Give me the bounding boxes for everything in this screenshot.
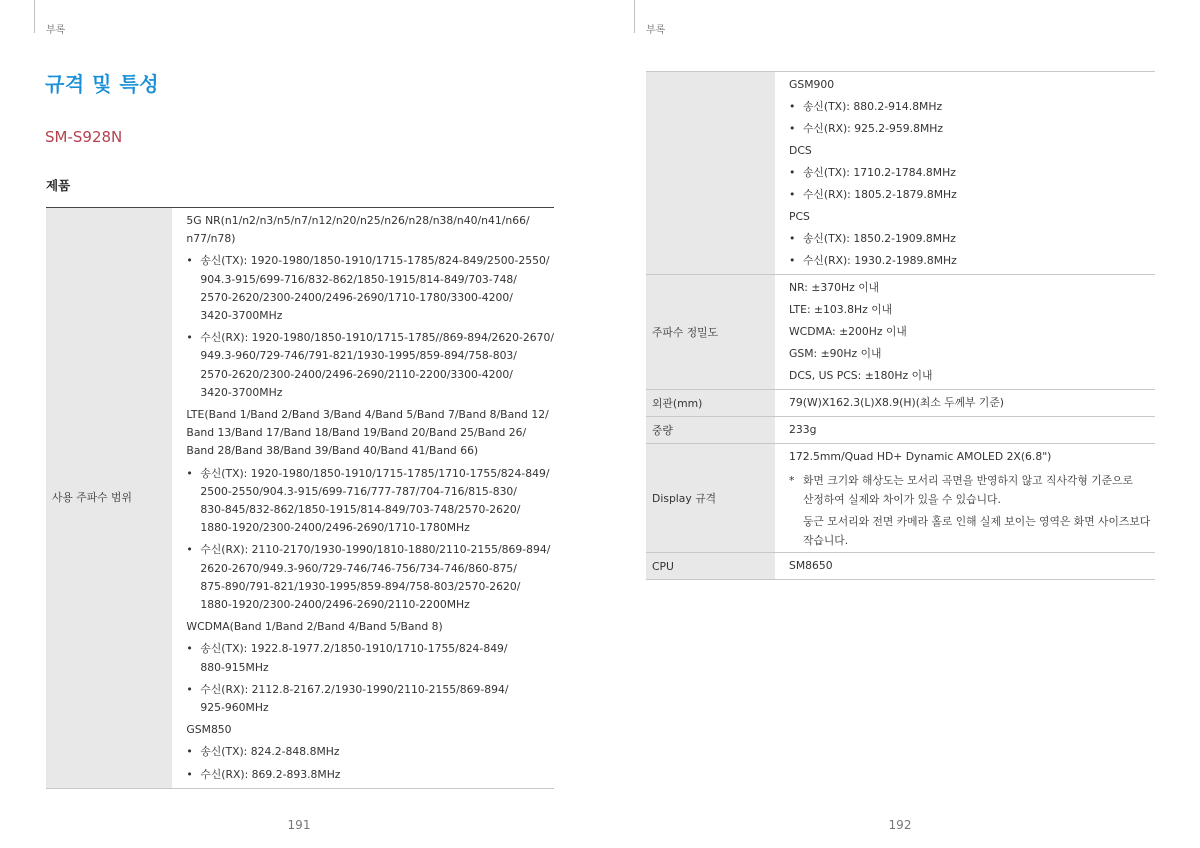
row-value	[775, 444, 1155, 553]
note-mark: *	[789, 474, 795, 487]
bullet-text: 송신(TX): 1920-1980/1850-1910/1715-1785/824-849/2500-2550/	[200, 254, 550, 268]
value-line: WCDMA(Band 1/Band 2/Band 4/Band 5/Band 8)	[186, 620, 443, 634]
value-line: DCS, US PCS: ±180Hz 이내	[789, 369, 933, 382]
table-row	[646, 553, 1155, 580]
page-number: 191	[287, 818, 311, 832]
table-row	[46, 208, 554, 789]
bullet-text: 송신(TX): 880.2-914.8MHz	[803, 100, 943, 113]
bullet-mark: •	[789, 122, 796, 135]
page-number: 192	[888, 818, 912, 832]
note-item	[789, 471, 1155, 490]
bullet-mark: •	[186, 466, 193, 480]
bullet-mark: •	[789, 254, 796, 267]
value-line: WCDMA: ±200Hz 이내	[789, 325, 907, 338]
value-line: n77/n78)	[186, 232, 236, 246]
value-line: 5G NR(n1/n2/n3/n5/n7/n12/n20/n25/n26/n28/n38/n40/n41/n66/	[186, 214, 530, 227]
table-row	[646, 72, 1155, 275]
bullet-continuation: 3420-3700MHz	[200, 385, 283, 399]
bullet-text: 수신(RX): 1930.2-1989.8MHz	[803, 254, 957, 267]
bullet-text: 수신(RX): 1920-1980/1850-1910/1715-1785//869-894/2620-2670/	[200, 331, 554, 345]
value-line: Band 28/Band 38/Band 39/Band 40/Band 41/Band 66)	[186, 444, 479, 458]
bullet-text: 수신(RX): 2110-2170/1930-1990/1810-1880/2110-2155/869-894/	[200, 543, 551, 557]
value-line: DCS	[789, 144, 812, 157]
bullet-mark: •	[186, 543, 193, 557]
row-value	[775, 72, 1155, 275]
value-line: PCS	[789, 210, 810, 223]
bullet-item	[186, 743, 554, 761]
row-label: 외관(mm)	[646, 390, 775, 417]
bullet-continuation: 904.3-915/699-716/832-862/1850-1915/814-849/703-748/	[200, 272, 517, 286]
value-line: GSM850	[186, 723, 232, 737]
bullet-item	[186, 465, 554, 483]
bullet-item	[186, 681, 554, 699]
row-value	[172, 208, 554, 789]
bullet-item	[789, 184, 1155, 206]
table-row	[646, 275, 1155, 390]
bullet-continuation: 949.3-960/729-746/791-821/1930-1995/859-894/758-803/	[200, 349, 517, 363]
bullet-text: 송신(TX): 824.2-848.8MHz	[200, 745, 340, 759]
row-label	[646, 72, 775, 275]
bullet-text: 송신(TX): 1922.8-1977.2/1850-1910/1710-1755/824-849/	[200, 642, 508, 656]
value-line: SM8650	[789, 559, 833, 572]
bullet-item	[789, 228, 1155, 250]
bullet-continuation: 2620-2670/949.3-960/729-746/746-756/734-746/860-875/	[200, 561, 517, 575]
bullet-mark: •	[186, 682, 193, 696]
page-title: 규격 및 특성	[45, 72, 160, 96]
row-label: 중량	[646, 417, 775, 444]
value-line: GSM: ±90Hz 이내	[789, 347, 882, 360]
spec-table-frequency	[46, 207, 554, 789]
row-value	[775, 390, 1155, 417]
bullet-mark: •	[789, 232, 796, 245]
bullet-mark: •	[789, 188, 796, 201]
row-label: Display 규격	[646, 444, 775, 553]
value-line: 172.5mm/Quad HD+ Dynamic AMOLED 2X(6.8")	[789, 450, 1052, 463]
model-name: SM-S928N	[45, 128, 123, 146]
row-label: CPU	[646, 553, 775, 580]
bullet-item	[789, 118, 1155, 140]
bullet-text: 수신(RX): 1805.2-1879.8MHz	[803, 188, 957, 201]
note-text: 화면 크기와 해상도는 모서리 곡면을 반영하지 않고 직사각형 기준으로	[803, 474, 1133, 487]
bullet-continuation: 2570-2620/2300-2400/2496-2690/1710-1780/3300-4200/	[200, 290, 513, 304]
bullet-text: 수신(RX): 925.2-959.8MHz	[803, 122, 944, 135]
subheading-product: 제품	[46, 178, 71, 193]
bullet-mark: •	[186, 767, 193, 781]
table-row	[646, 417, 1155, 444]
value-line: 233g	[789, 423, 817, 436]
note-continuation: 산정하여 실제와 차이가 있을 수 있습니다.	[803, 493, 1001, 506]
value-line: LTE: ±103.8Hz 이내	[789, 303, 893, 316]
bullet-text: 수신(RX): 869.2-893.8MHz	[200, 767, 341, 781]
bullet-continuation: 1880-1920/2300-2400/2496-2690/2110-2200MHz	[200, 597, 470, 611]
section-label: 부록	[46, 25, 66, 36]
bullet-text: 송신(TX): 1850.2-1909.8MHz	[803, 232, 956, 245]
row-value	[775, 553, 1155, 580]
bullet-continuation: 830-845/832-862/1850-1915/814-849/703-748/2570-2620/	[200, 502, 521, 516]
bullet-text: 수신(RX): 2112.8-2167.2/1930-1990/2110-2155/869-894/	[200, 682, 509, 696]
bullet-mark: •	[789, 166, 796, 179]
bullet-mark: •	[186, 745, 193, 759]
table-row	[646, 390, 1155, 417]
bullet-item	[186, 640, 554, 658]
bullet-continuation: 875-890/791-821/1930-1995/859-894/758-803/2570-2620/	[200, 579, 521, 593]
page-edge-rule	[634, 0, 635, 33]
row-value	[775, 417, 1155, 444]
value-line: GSM900	[789, 78, 835, 91]
bullet-item	[789, 162, 1155, 184]
bullet-mark: •	[789, 100, 796, 113]
bullet-continuation: 880-915MHz	[200, 660, 269, 674]
bullet-item	[186, 252, 554, 270]
bullet-item	[186, 766, 554, 784]
table-row	[646, 444, 1155, 553]
bullet-continuation: 2500-2550/904.3-915/699-716/777-787/704-716/815-830/	[200, 484, 517, 498]
value-line: LTE(Band 1/Band 2/Band 3/Band 4/Band 5/Band 7/Band 8/Band 12/	[186, 408, 549, 421]
bullet-continuation: 925-960MHz	[200, 700, 269, 714]
bullet-mark: •	[186, 254, 193, 268]
right-page	[600, 0, 1200, 848]
page-edge-rule	[34, 0, 35, 33]
row-label: 사용 주파수 범위	[46, 208, 172, 789]
value-line: 79(W)X162.3(L)X8.9(H)(최소 두께부 기준)	[789, 396, 1004, 409]
section-label: 부록	[646, 25, 666, 36]
bullet-text: 송신(TX): 1920-1980/1850-1910/1715-1785/1710-1755/824-849/	[200, 466, 550, 480]
bullet-item	[186, 541, 554, 559]
value-line: NR: ±370Hz 이내	[789, 281, 880, 294]
bullet-item	[186, 329, 554, 347]
bullet-continuation: 3420-3700MHz	[200, 308, 283, 322]
bullet-item	[789, 96, 1155, 118]
bullet-mark: •	[186, 642, 193, 656]
bullet-text: 송신(TX): 1710.2-1784.8MHz	[803, 166, 956, 179]
note-paragraph: 둥근 모서리와 전면 카메라 홀로 인해 실제 보이는 영역은 화면 사이즈보다	[803, 515, 1151, 528]
bullet-continuation: 2570-2620/2300-2400/2496-2690/2110-2200/3300-4200/	[200, 367, 513, 381]
value-line: Band 13/Band 17/Band 18/Band 19/Band 20/Band 25/Band 26/	[186, 426, 527, 440]
bullet-continuation: 1880-1920/2300-2400/2496-2690/1710-1780MHz	[200, 521, 470, 535]
row-label: 주파수 정밀도	[646, 275, 775, 390]
spec-table-continued	[646, 71, 1155, 580]
row-value	[775, 275, 1155, 390]
note-continuation: 작습니다.	[803, 534, 849, 547]
bullet-item	[789, 250, 1155, 272]
bullet-mark: •	[186, 331, 193, 345]
